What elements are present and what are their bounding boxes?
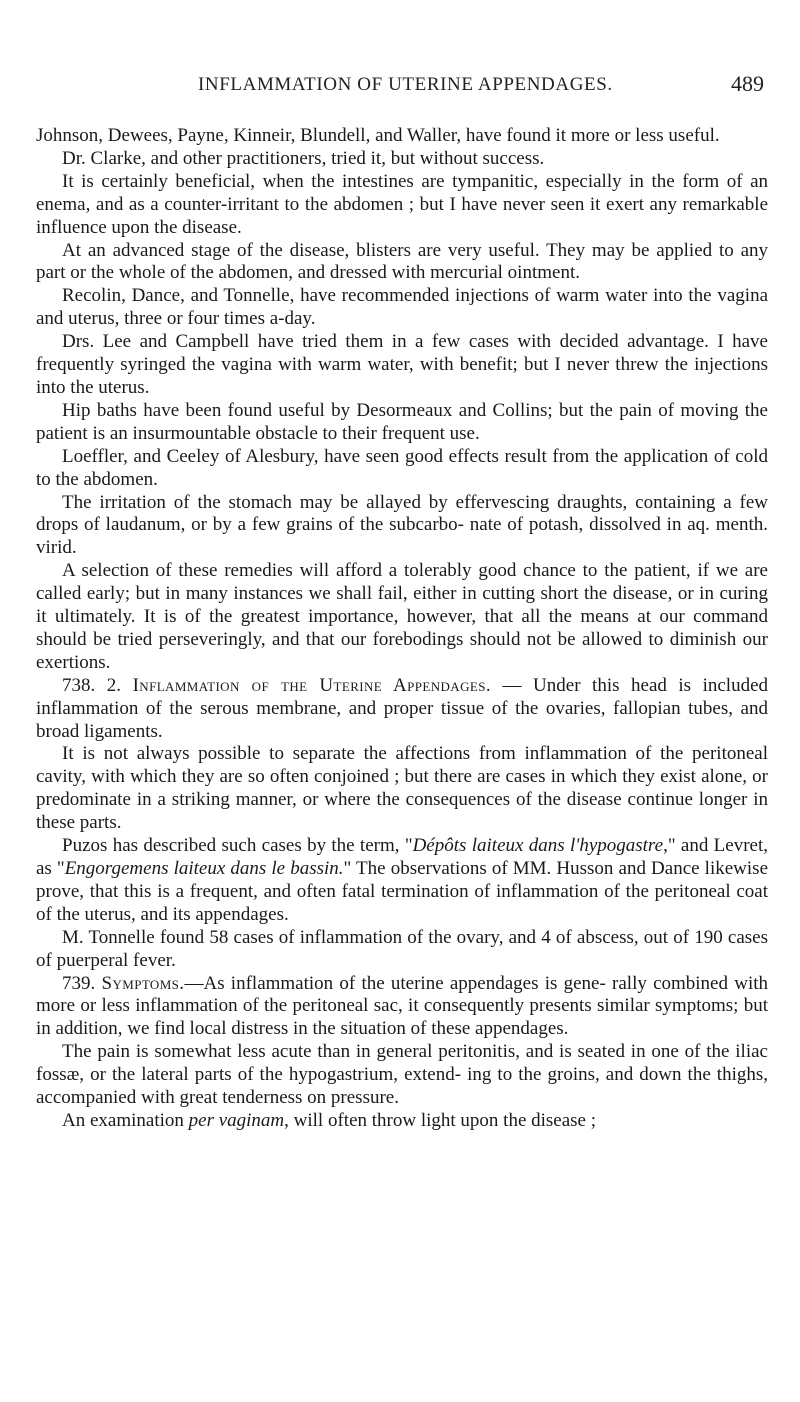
text-run: Puzos has described such cases by the term, " bbox=[62, 835, 413, 857]
paragraph: Dr. Clarke, and other practitioners, tried it, but without success. bbox=[62, 147, 545, 169]
paragraph: A selection of these remedies will afford a tolerably good chance to the patient, if we are called early; but in many instances we shall fail, either in cutting short the disease, or in curing it ultimately. It is of the greatest importance, however, that all the means at our command should be tried perseveringly, and that our forebodings should not be allowed to diminish our exertions. bbox=[36, 560, 768, 673]
paragraph: It is not always possible to separate the affections from inflammation of the peritoneal cavity, with which they are so often conjoined ; but there are cases in which they exist alone, or predominate in a striking manner, or where the consequences of the disease continue longer in these parts. bbox=[36, 743, 768, 834]
italic-term: per vaginam bbox=[188, 1109, 285, 1131]
paragraph: Recolin, Dance, and Tonnelle, have recommended injections of warm water into the vagina and uterus, three or four times a-day. bbox=[36, 285, 768, 330]
italic-term: Engorgemens laiteux dans le bassin. bbox=[64, 858, 344, 879]
paragraph bbox=[36, 1110, 768, 1133]
running-header bbox=[0, 71, 800, 104]
paragraph bbox=[36, 835, 768, 927]
paragraph: Johnson, Dewees, Payne, Kinneir, Blundell, and Waller, have found it more or less useful. bbox=[36, 125, 720, 146]
text-run: ," and Levret, as " bbox=[36, 835, 768, 879]
section-heading: Symptoms. bbox=[101, 972, 185, 994]
section-text: — Under this head is included inflammation of the serous membrane, and proper tissue of the ovaries, fallopian tubes, and broad ligaments. bbox=[36, 674, 769, 742]
paragraph: At an advanced stage of the disease, blisters are very useful. They may be applied to any part or the whole of the abdomen, and dressed with mercurial ointment. bbox=[36, 239, 768, 284]
paragraph: It is certainly beneficial, when the intestines are tympanitic, especially in the form of an enema, and as a counter-irritant to the abdomen ; but I have never seen it exert any remarkable influence upon the disease. bbox=[36, 170, 768, 238]
section-heading: Inflammation of the Uterine Appendages. bbox=[132, 674, 491, 696]
paragraph: Drs. Lee and Campbell have tried them in a few cases with decided advantage. I have frequently syringed the vagina with warm water, with benefit; but I never threw the injections into the uterus. bbox=[36, 331, 768, 398]
section-number: 738. 2. bbox=[62, 674, 122, 696]
section-text: —As inflammation of the uterine appendages is gene- rally combined with more or less inflammation of the peritoneal sac, it consequently presents similar symptoms; but in addition, we find local distress in the situation of these appendages. bbox=[36, 972, 768, 1040]
running-title: INFLAMMATION OF UTERINE APPENDAGES. bbox=[198, 74, 613, 95]
paragraph: Loeffler, and Ceeley of Alesbury, have seen good effects result from the application of cold to the abdomen. bbox=[36, 445, 768, 490]
section-paragraph bbox=[36, 675, 768, 744]
text-run: , will often throw light upon the disease ; bbox=[284, 1109, 597, 1131]
page-number: 489 bbox=[731, 71, 764, 96]
body-text bbox=[36, 125, 768, 1133]
text-run: An examination bbox=[62, 1109, 189, 1131]
text-run: " The observations of MM. Husson and Dance likewise prove, that this is a frequent, and often fatal termination of inflammation of the peritoneal coat of the uterus, and its appendages. bbox=[36, 858, 769, 925]
section-paragraph bbox=[36, 973, 768, 1042]
paragraph: The pain is somewhat less acute than in general peritonitis, and is seated in one of the iliac fossæ, or the lateral parts of the hypogastrium, extend- ing to the groins, and down the thighs, accompanied with great tenderness on pressure. bbox=[36, 1041, 768, 1109]
paragraph: M. Tonnelle found 58 cases of inflammation of the ovary, and 4 of abscess, out of 190 cases of puerperal fever. bbox=[36, 926, 768, 971]
section-number: 739. bbox=[62, 972, 96, 994]
italic-term: Dépôts laiteux dans l'hypogastre bbox=[412, 835, 664, 857]
paragraph: The irritation of the stomach may be allayed by effervescing draughts, containing a few drops of laudanum, or by a few grains of the subcarbo- nate of potash, dissolved in aq. menth. virid. bbox=[36, 491, 768, 559]
paragraph: Hip baths have been found useful by Desormeaux and Collins; but the pain of moving the patient is an insurmountable obstacle to their frequent use. bbox=[36, 399, 768, 444]
